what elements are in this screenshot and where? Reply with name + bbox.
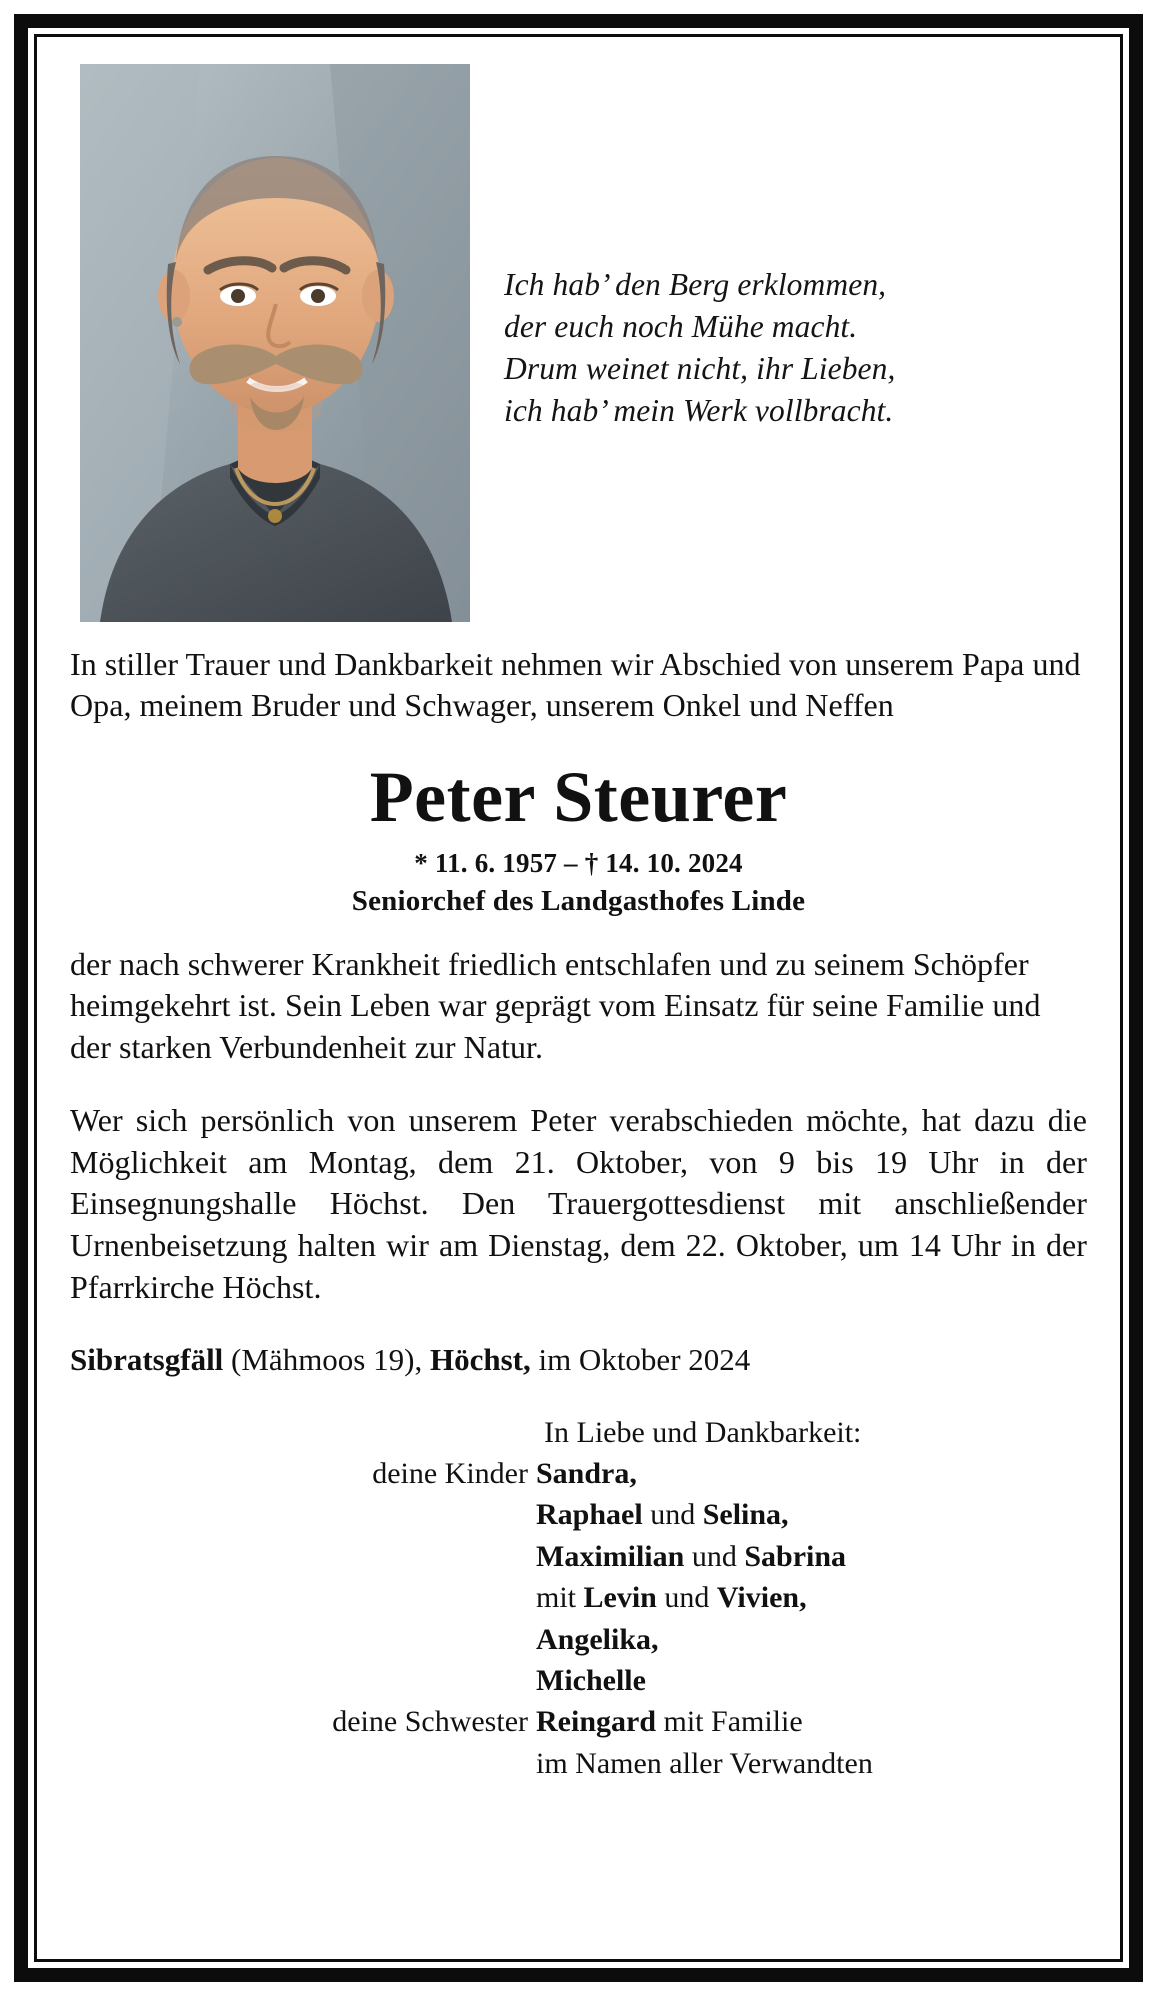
signature-row [70, 1536, 1087, 1577]
signature-name: Selina, [702, 1498, 789, 1532]
signature-row [70, 1660, 1087, 1701]
signature-name: Angelika, [536, 1622, 659, 1656]
signature-heading: In Liebe und Dankbarkeit: [544, 1415, 862, 1449]
verse-line-4: ich hab’ mein Werk vollbracht. [504, 392, 894, 428]
signature-value [536, 1619, 1087, 1660]
place-and-date-line [70, 1340, 1087, 1380]
signature-suffix: mit Familie [656, 1705, 803, 1739]
verse-line-2: der euch noch Mühe macht. [504, 308, 858, 344]
signature-row [70, 1577, 1087, 1618]
signature-label: deine Kinder [372, 1456, 528, 1490]
signature-name: Levin [583, 1581, 657, 1615]
signature-conjunction: und [642, 1498, 703, 1532]
place-date: im Oktober 2024 [530, 1342, 751, 1378]
signature-name: Raphael [536, 1498, 643, 1532]
signature-row [70, 1743, 1087, 1784]
signature-value [536, 1701, 1087, 1742]
notice-content [52, 52, 1105, 1944]
signature-name: Reingard [536, 1705, 656, 1739]
paragraph-one: der nach schwerer Krankheit friedlich entschlafen und zu seinem Schöpfer heimgekehrt ist. Sein Leben war geprägt vom Einsatz für seine Familie und der starken Verbundenheit zur Natur. [70, 945, 1041, 1065]
signature-label: deine Schwester [332, 1705, 528, 1739]
photo-and-verse-row [70, 64, 1087, 622]
signature-conjunction: und [684, 1539, 745, 1573]
place-address: (Mähmoos 19), [223, 1342, 430, 1378]
portrait-photo [80, 64, 470, 622]
signature-row [70, 1453, 1087, 1494]
intro-paragraph: In stiller Trauer und Dankbarkeit nehmen wir Abschied von unserem Papa und Opa, meinem Bruder und Schwager, unserem Onkel und Neffen [70, 646, 1081, 723]
portrait-photo-container [70, 64, 470, 622]
signature-name: Sabrina [744, 1539, 847, 1573]
signature-value [536, 1577, 1087, 1618]
signature-conjunction: und [656, 1581, 717, 1615]
signature-row [70, 1701, 1087, 1742]
place-primary: Sibratsgfäll [70, 1342, 224, 1378]
signature-name: Vivien, [716, 1581, 807, 1615]
signature-value [536, 1536, 1087, 1577]
signature-value: im Namen aller Verwandten [536, 1746, 873, 1780]
portrait-illustration [80, 64, 470, 622]
signature-value [536, 1453, 1087, 1494]
signature-prefix: mit [536, 1581, 584, 1615]
deceased-name: Peter Steurer [369, 756, 788, 837]
signature-name: Maximilian [536, 1539, 685, 1573]
signature-row [70, 1494, 1087, 1535]
signature-row [70, 1619, 1087, 1660]
birth-death-dates: * 11. 6. 1957 – † 14. 10. 2024 [414, 847, 743, 878]
signature-block [70, 1412, 1087, 1785]
signature-name: Michelle [536, 1663, 646, 1697]
signature-name: Sandra, [536, 1456, 637, 1490]
memorial-verse [470, 64, 1087, 432]
verse-line-1: Ich hab’ den Berg erklommen, [504, 267, 887, 302]
signature-value [536, 1494, 1087, 1535]
deceased-role: Seniorchef des Landgasthofes Linde [351, 884, 806, 917]
place-secondary: Höchst, [429, 1342, 531, 1378]
signature-value [536, 1660, 1087, 1701]
verse-line-3: Drum weinet nicht, ihr Lieben, [504, 350, 896, 386]
paragraph-two: Wer sich persönlich von unserem Peter verabschieden möchte, hat dazu die Möglichkeit am Montag, dem 21. Oktober, von 9 bis 19 Uhr in der Einsegnungshalle Höchst. Den Trauergottesdienst mit anschließender Urnenbeisetzung halten wir am Dienstag, dem 22. Oktober, um 14 Uhr in der Pfarrkirche Höchst. [70, 1102, 1087, 1305]
